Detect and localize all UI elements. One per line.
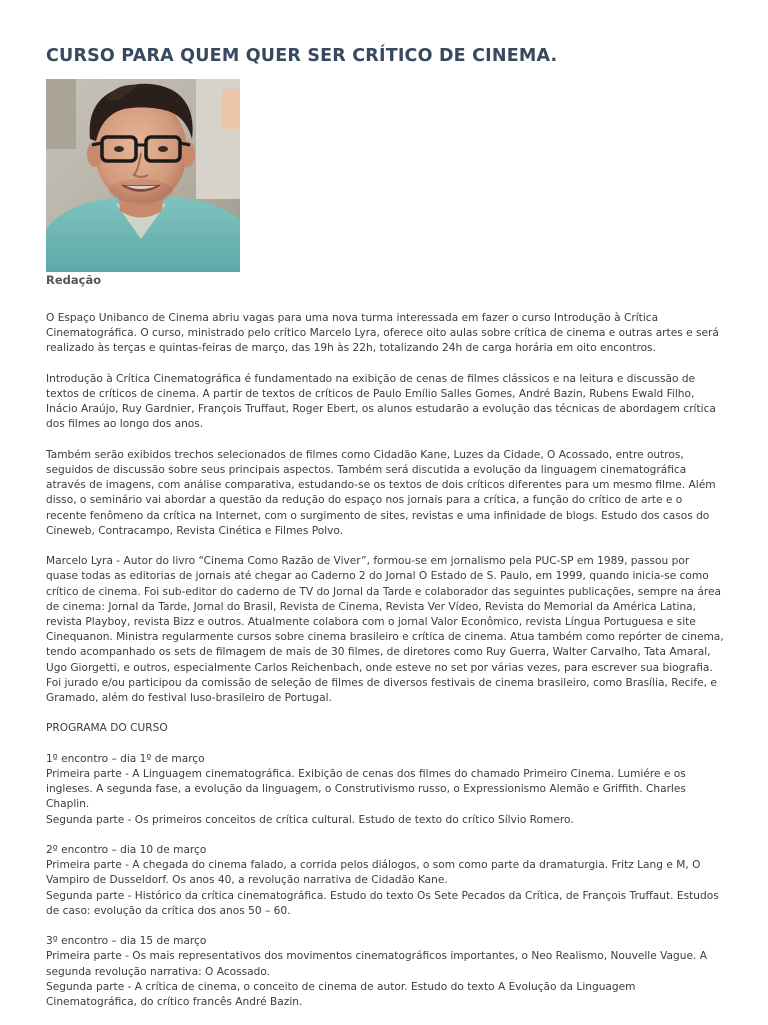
article-title: CURSO PARA QUEM QUER SER CRÍTICO DE CINEMA. [46,46,558,66]
session-2 [46,843,724,919]
byline: Redação [46,273,102,287]
session-heading: 2º encontro – dia 10 de março [46,844,207,857]
session-heading: 3º encontro – dia 15 de março [46,935,207,948]
session-part: Primeira parte - Os mais representativos dos movimentos cinematográficos importantes, o Neo Realismo, Nouvelle Vague. A segunda revolução narrativa: O Acossado. [46,950,707,978]
session-part: Segunda parte - Os primeiros conceitos de crítica cultural. Estudo de texto do crítico Sílvio Romero. [46,813,574,826]
session-1 [46,752,724,828]
session-part: Primeira parte - A chegada do cinema falado, a corrida pelos diálogos, o som como parte da dramaturgia. Fritz Lang e M, O Vampiro de Dusseldorf. Os anos 40, a revolução narrativa de Cidadão Kane. [46,859,701,887]
paragraph-instructor-bio: Marcelo Lyra - Autor do livro “Cinema Como Razão de Viver”, formou-se em jornalismo pela PUC-SP em 1989, passou por quase todas as editorias de jornais até chegar ao Caderno 2 do Jornal O Estado de S. Paulo, em 1999, quando inicia-se como crítico de cinema. Foi sub-editor do caderno de TV do Jornal da Tarde e colaborador das seguintes publicações, sempre na área de cinema: Jornal da Tarde, Jornal do Brasil, Revista de Cinema, Revista Ver Vídeo, Revista do Memorial da América Latina, revista Playboy, revista Bizz e outros. Atualmente colabora com o jornal Valor Econômico, revista Língua Portuguesa e site Cinequanon. Ministra regularmente cursos sobre cinema brasileiro e crítica de cinema. Atua também como repórter de cinema, tendo acompanhado os sets de filmagem de mais de 30 filmes, de diretores como Ruy Guerra, Walter Carvalho, Tata Amaral, Ugo Giorgetti, e outros, especialmente Carlos Reichenbach, onde esteve no set por várias vezes, para escrever sua biografia. Foi jurado e/ou participou da comissão de seleção de filmes de diversos festivais de cinema brasileiro, como Brasília, Recife, e Gramado, além do festival luso-brasileiro de Portugal. [46,555,724,705]
paragraph-films: Também serão exibidos trechos selecionados de filmes como Cidadão Kane, Luzes da Cidade, O Acossado, entre outros, seguidos de discussão sobre seus principais aspectos. Também será discutida a evolução da linguagem cinematográfica através de imagens, com análise comparativa, estudando-se os textos de dois críticos diferentes para um mesmo filme. Além disso, o seminário vai abordar a questão da redução do espaço nos jornais para a crítica, a função do crítico de arte e o recente fenômeno da crítica na Internet, com o surgimento de sites, revistas e uma infinidade de blogs. Estudo dos casos do Cineweb, Contracampo, Revista Cinética e Filmes Polvo. [46,448,716,537]
paragraph-fundamentals: Introdução à Crítica Cinematográfica é fundamentado na exibição de cenas de filmes clássicos e na leitura e discussão de textos de críticos de cinema. A partir de textos de críticos de Paulo Emílio Salles Gomes, André Bazin, Rubens Ewald Filho, Inácio Araújo, Ruy Gardnier, François Truffaut, Roger Ebert, os alunos estudarão a evolução das técnicas de abordagem crítica dos filmes ao longo dos anos. [46,372,716,431]
session-3 [46,934,724,1010]
paragraph-intro: O Espaço Unibanco de Cinema abriu vagas para uma nova turma interessada em fazer o curso Introdução à Crítica Cinematográfica. O curso, ministrado pelo crítico Marcelo Lyra, oferece oito aulas sobre crítica de cinema e outras artes e será realizado às terças e quintas-feiras de março, das 19h às 22h, totalizando 24h de carga horária em oito encontros. [46,312,719,355]
program-heading: PROGRAMA DO CURSO [46,722,168,735]
session-part: Segunda parte - A crítica de cinema, o conceito de cinema de autor. Estudo do texto A Evolução da Linguagem Cinematográfica, do crítico francês André Bazin. [46,980,636,1009]
article-body [46,311,724,1025]
session-part: Segunda parte - Histórico da crítica cinematográfica. Estudo do texto Os Sete Pecados da Crítica, de François Truffaut. Estudos de caso: evolução da crítica dos anos 50 – 60. [46,889,719,917]
session-heading: 1º encontro – dia 1º de março [46,752,205,765]
session-part: Primeira parte - A Linguagem cinematográfica. Exibição de cenas dos filmes do chamado Primeiro Cinema. Lumiére e os ingleses. A segunda fase, a evolução da linguagem, o Construtivismo russo, o Expressionismo Alemão e Griffith. Charles Chaplin. [46,768,686,811]
author-photo [46,79,240,272]
